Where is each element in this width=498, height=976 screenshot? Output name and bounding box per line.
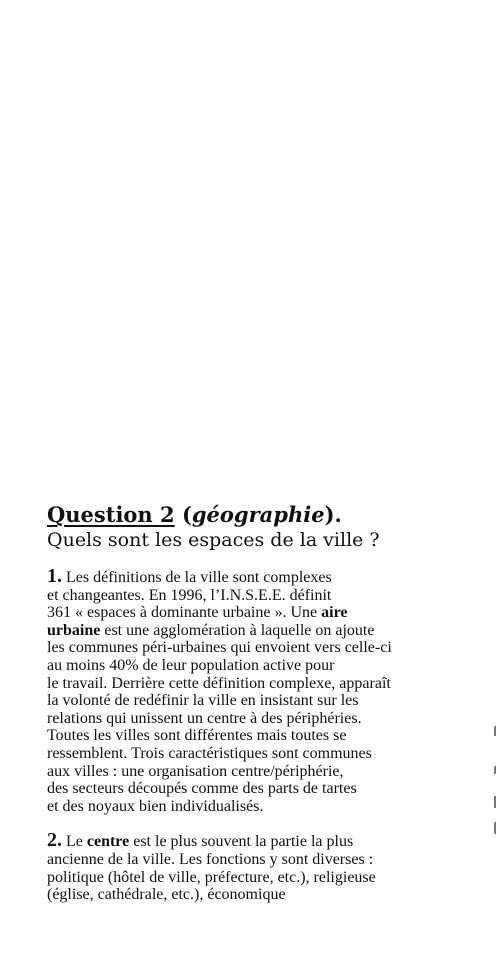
document-content [47, 502, 479, 904]
paragraph-1 [47, 565, 479, 815]
topic-close: ). [324, 502, 342, 527]
text-run: Le [62, 833, 87, 851]
question-heading [47, 502, 479, 528]
text-line [47, 851, 479, 869]
text-line [47, 869, 479, 887]
topic-open: ( [181, 502, 192, 527]
text-run: politique (hôtel de ville, préfecture, etc.), religieuse [47, 868, 376, 886]
text-run: ancienne de la ville. Les fonctions y sont diverses : [47, 850, 374, 868]
paragraph-2 [47, 829, 479, 904]
edge-mark [494, 796, 496, 808]
text-line [47, 639, 479, 657]
text-run: la volonté de redéfinir la ville en insistant sur les [47, 692, 359, 710]
text-line [47, 692, 479, 710]
bold-term: centre [86, 833, 130, 851]
text-line [47, 675, 479, 693]
text-run: est le plus souvent la partie la plus [129, 833, 354, 851]
text-run: Toutes les villes sont différentes mais toutes se [47, 727, 347, 745]
edge-mark [494, 766, 496, 774]
paragraph-number: 2. [47, 829, 62, 852]
text-line [47, 763, 479, 781]
page-edge-marks [494, 726, 497, 836]
bold-term: urbaine [47, 621, 101, 639]
text-run: aux villes : une organisation centre/périphérie, [47, 762, 344, 780]
text-line [47, 657, 479, 675]
text-run: les communes péri-urbaines qui envoient vers celle-ci [47, 639, 392, 657]
question-title: Quels sont les espaces de la ville ? [47, 529, 380, 551]
text-run: 361 « espaces à dominante urbaine ». Une [47, 604, 322, 622]
text-run: des secteurs découpés comme des parts de tartes [47, 780, 357, 798]
text-run: et changeantes. En 1996, l’I.N.S.E.E. définit [47, 586, 332, 604]
text-run: (église, cathédrale, etc.), économique [47, 886, 286, 904]
text-run: ressemblent. Trois caractéristiques sont communes [47, 744, 372, 762]
text-run: au moins 40% de leur population active pour [47, 656, 335, 674]
text-line [47, 780, 479, 798]
text-line [47, 829, 479, 852]
text-line [47, 745, 479, 763]
text-line [47, 886, 479, 904]
paragraph-number: 1. [47, 565, 62, 587]
text-run: Les définitions de la ville sont complexes [62, 569, 332, 586]
edge-mark [494, 822, 496, 834]
text-line [47, 565, 479, 587]
text-run: est une agglomération à laquelle on ajoute [100, 621, 375, 639]
question-topic: géographie [191, 502, 325, 527]
question-label: Question 2 [47, 502, 175, 527]
text-run: relations qui unissent un centre à des périphéries. [47, 709, 362, 727]
text-line [47, 710, 479, 728]
text-run: et des noyaux bien individualisés. [47, 797, 264, 815]
bold-term: aire [321, 604, 348, 622]
text-line [47, 604, 479, 622]
edge-mark [494, 726, 496, 736]
text-run: le travail. Derrière cette définition complexe, apparaît [47, 674, 391, 692]
text-line [47, 727, 479, 745]
text-line [47, 587, 479, 605]
heading-space [175, 502, 182, 527]
text-line [47, 622, 479, 640]
text-line [47, 798, 479, 816]
